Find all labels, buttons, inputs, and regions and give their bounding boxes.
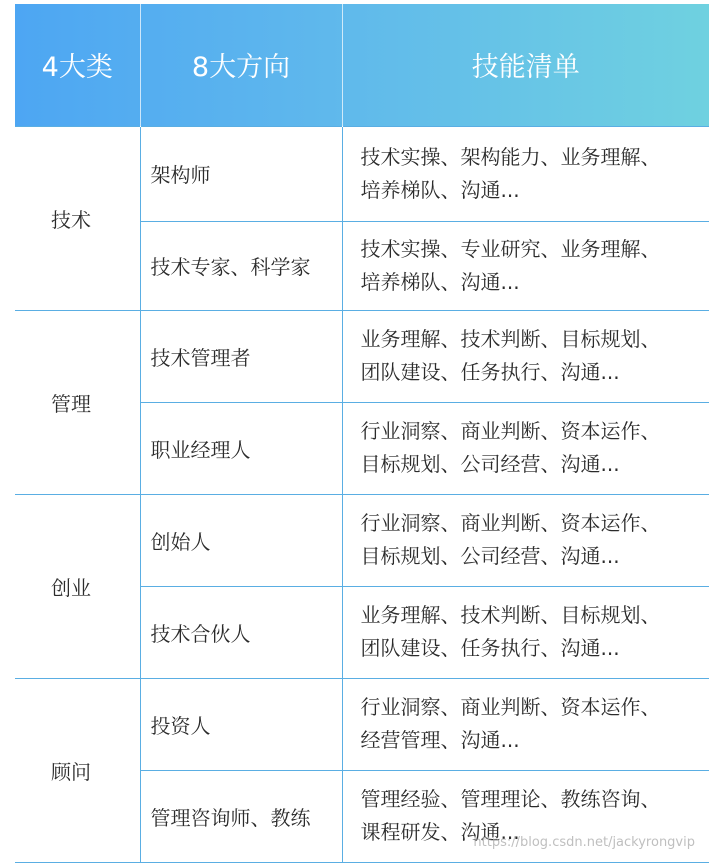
- skills-line: 课程研发、沟通...: [360, 820, 520, 844]
- category-cell: 顾问: [15, 678, 140, 862]
- category-cell: 技术: [15, 126, 140, 310]
- table-row: [15, 678, 709, 770]
- skills-line: 培养梯队、沟通...: [360, 269, 520, 294]
- header-row: [15, 4, 709, 126]
- skills-cell: [342, 402, 709, 494]
- direction-cell: 职业经理人: [140, 402, 342, 494]
- skills-line: 经营管理、沟通...: [360, 728, 520, 752]
- skills-line: 行业洞察、商业判断、资本运作、: [360, 419, 661, 443]
- direction-cell: 创始人: [140, 494, 342, 586]
- table-header: [15, 4, 709, 126]
- category-cell: 创业: [15, 494, 140, 678]
- table-row: [15, 126, 709, 221]
- table-row: [15, 494, 709, 586]
- skills-cell: [342, 678, 709, 770]
- direction-cell: 技术管理者: [140, 310, 342, 402]
- direction-cell: 技术专家、科学家: [140, 221, 342, 310]
- direction-cell: 投资人: [140, 678, 342, 770]
- skills-line: 管理经验、管理理论、教练咨询、: [360, 787, 661, 811]
- header-direction: 8大方向: [140, 4, 342, 126]
- skills-line: 业务理解、技术判断、目标规划、: [360, 327, 661, 351]
- skills-cell: [342, 494, 709, 586]
- skills-cell: [342, 586, 709, 678]
- skills-line: 技术实操、架构能力、业务理解、: [360, 144, 661, 169]
- skills-cell: [342, 126, 709, 221]
- direction-cell: 技术合伙人: [140, 586, 342, 678]
- skills-line: 行业洞察、商业判断、资本运作、: [360, 511, 661, 535]
- direction-cell: 管理咨询师、教练: [140, 770, 342, 862]
- skills-cell: [342, 221, 709, 310]
- career-skills-table: [15, 4, 709, 863]
- category-cell: 管理: [15, 310, 140, 494]
- skills-line: 行业洞察、商业判断、资本运作、: [360, 695, 661, 719]
- direction-cell: 架构师: [140, 126, 342, 221]
- skills-line: 团队建设、任务执行、沟通...: [360, 636, 620, 660]
- skills-line: 目标规划、公司经营、沟通...: [360, 544, 620, 568]
- header-skills: 技能清单: [342, 4, 709, 126]
- skills-line: 培养梯队、沟通...: [360, 177, 520, 202]
- skills-line: 团队建设、任务执行、沟通...: [360, 360, 620, 384]
- watermark: https://blog.csdn.net/jackyrongvip: [473, 835, 695, 850]
- skills-line: 目标规划、公司经营、沟通...: [360, 452, 620, 476]
- table-row: [15, 310, 709, 402]
- skills-cell: [342, 310, 709, 402]
- skills-line: 业务理解、技术判断、目标规划、: [360, 603, 661, 627]
- skills-line: 技术实操、专业研究、业务理解、: [360, 236, 661, 261]
- header-category: 4大类: [41, 52, 113, 84]
- table-body: [15, 126, 709, 862]
